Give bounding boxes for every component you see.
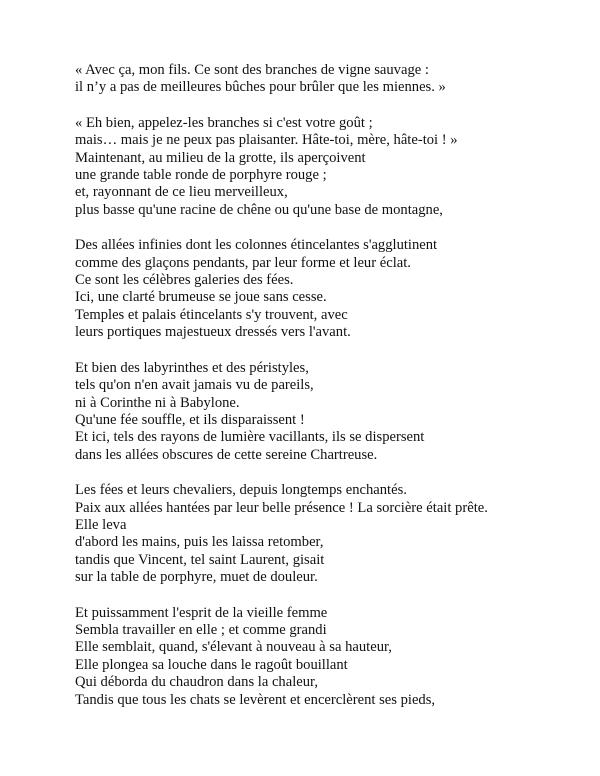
stanza-6 bbox=[75, 605, 575, 709]
poem-line: Elle plongea sa louche dans le ragoût bouillant bbox=[75, 656, 348, 673]
poem-line: Tandis que tous les chats se levèrent et encerclèrent ses pieds, bbox=[75, 691, 436, 708]
poem-line: il n’y a pas de meilleures bûches pour brûler que les miennes. » bbox=[75, 79, 446, 96]
poem-line: Maintenant, au milieu de la grotte, ils aperçoivent bbox=[75, 149, 366, 166]
poem-line: Et bien des labyrinthes et des péristyles, bbox=[75, 359, 309, 376]
poem-line: ni à Corinthe ni à Babylone. bbox=[75, 394, 240, 411]
poem-line: mais… mais je ne peux pas plaisanter. Hâte-toi, mère, hâte-toi ! » bbox=[75, 132, 458, 149]
stanza-1 bbox=[75, 62, 575, 97]
poem-line: Qui déborda du chaudron dans la chaleur, bbox=[75, 674, 318, 691]
poem-line: Elle leva bbox=[75, 516, 127, 533]
poem-line: Sembla travailler en elle ; et comme grandi bbox=[75, 621, 327, 638]
stanza-4 bbox=[75, 360, 575, 464]
stanza-3 bbox=[75, 237, 575, 341]
poem-line: Et ici, tels des rayons de lumière vacillants, ils se dispersent bbox=[75, 429, 425, 446]
poem-line: comme des glaçons pendants, par leur forme et leur éclat. bbox=[75, 254, 411, 271]
poem-line: d'abord les mains, puis les laissa retomber, bbox=[75, 534, 324, 551]
poem-line: dans les allées obscures de cette sereine Chartreuse. bbox=[75, 446, 378, 463]
poem-line: Des allées infinies dont les colonnes étincelantes s'agglutinent bbox=[75, 237, 438, 254]
poem-line: Elle semblait, quand, s'élevant à nouveau à sa hauteur, bbox=[75, 639, 392, 656]
poem-line: Paix aux allées hantées par leur belle présence ! La sorcière était prête. bbox=[75, 499, 488, 516]
poem-line: « Avec ça, mon fils. Ce sont des branches de vigne sauvage : bbox=[75, 62, 429, 78]
poem-page bbox=[75, 62, 575, 709]
poem-line: Temples et palais étincelants s'y trouvent, avec bbox=[75, 306, 348, 323]
poem-line: Ce sont les célèbres galeries des fées. bbox=[75, 272, 294, 289]
poem-line: plus basse qu'une racine de chêne ou qu'une base de montagne, bbox=[75, 201, 443, 218]
stanza-2 bbox=[75, 115, 575, 219]
poem-line: Les fées et leurs chevaliers, depuis longtemps enchantés. bbox=[75, 482, 407, 499]
poem-line: « Eh bien, appelez-les branches si c'est votre goût ; bbox=[75, 114, 373, 131]
poem-line: leurs portiques majestueux dressés vers l'avant. bbox=[75, 324, 351, 341]
poem-line: Ici, une clarté brumeuse se joue sans cesse. bbox=[75, 289, 327, 306]
poem-line: et, rayonnant de ce lieu merveilleux, bbox=[75, 184, 288, 201]
stanza-5 bbox=[75, 482, 575, 586]
poem-line: tandis que Vincent, tel saint Laurent, gisait bbox=[75, 551, 325, 568]
poem-line: Et puissamment l'esprit de la vieille femme bbox=[75, 604, 328, 621]
poem-line: Qu'une fée souffle, et ils disparaissent ! bbox=[75, 411, 305, 428]
poem-line: une grande table ronde de porphyre rouge ; bbox=[75, 167, 327, 184]
poem-line: sur la table de porphyre, muet de douleur. bbox=[75, 569, 318, 586]
poem-line: tels qu'on n'en avait jamais vu de pareils, bbox=[75, 377, 314, 394]
